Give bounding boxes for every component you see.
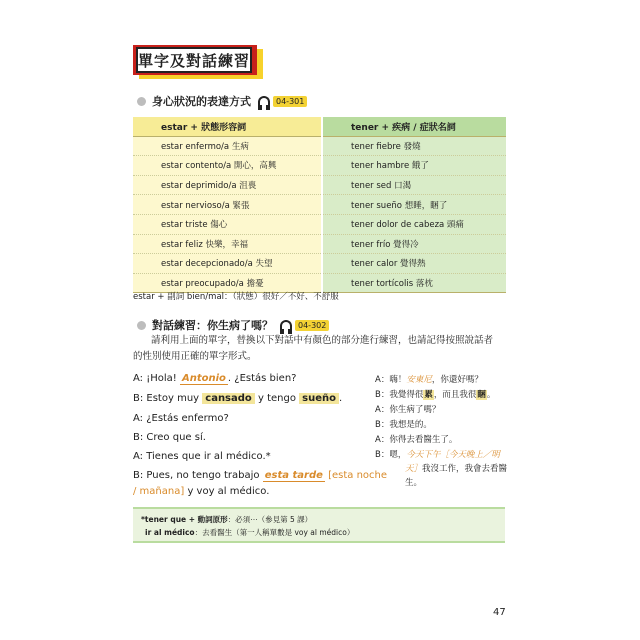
table-cell: tener frío 覺得冷 [322,234,506,254]
time-options: 天］ [405,464,423,474]
table-cell: estar decepcionado/a 失望 [133,254,322,274]
name-blank: Antonio [181,373,226,384]
bullet-dot-icon [137,97,146,106]
dialogue-line [133,470,387,482]
adverb-note: estar + 副詞 bien/mal：（狀態）很好／不好、不舒服 [133,292,339,302]
alternative-options: / mañana] [133,486,185,497]
grammar-explanation: ：去看醫生（第一人稱單數是 voy al médico） [194,528,355,537]
section-vocab-header [137,93,307,109]
section-dialogue-header [137,317,329,333]
bullet-dot-icon [137,321,146,330]
name-blank: 安東尼 [406,375,432,385]
grammar-note-line [141,526,497,539]
dialogue-text: B：嗯， [375,450,407,460]
dialogue-line [375,448,500,460]
page-title: 單字及對話練習 [136,47,252,73]
dialogue-text: 。 [486,390,496,400]
table-cell: estar preocupado/a 擔憂 [133,273,322,293]
audio-track-vocab[interactable] [258,96,307,107]
table-row [133,175,506,195]
dialogue-text: y tengo [257,393,296,404]
dialogue-line: B: Creo que sí. [133,432,206,443]
headphones-icon [258,96,270,107]
dialogue-line: B：我想是的。 [375,420,432,430]
grammar-term: ir al médico [145,528,195,537]
table-cell: tener sueño 想睡，睏了 [322,195,506,215]
audio-track-dialogue[interactable] [280,320,329,331]
table-row [133,254,506,274]
title-banner [133,45,257,75]
section-dialogue-label: 對話練習：你生病了嗎？ [152,319,273,332]
dialogue-line: 生。 [405,478,423,488]
dialogue-text: y voy al médico. [187,486,270,497]
instruction-line: 的性別使用正確的單字形式。 [133,351,257,362]
alternative-options: [esta noche [328,470,388,481]
dialogue-text: ，你還好嗎？ [431,375,483,385]
dialogue-line [133,486,269,497]
table-row [133,214,506,234]
header-tener: tener + 疾病 / 症狀名詞 [322,117,506,136]
table-cell: estar nervioso/a 緊張 [133,195,322,215]
dialogue-line: A: ¿Estás enfermo? [133,413,229,424]
dialogue-text: A: ¡Hola! [133,373,177,384]
dialogue-line: A：你得去看醫生了。 [375,435,458,445]
grammar-note [133,507,505,543]
dialogue-text: . ¿Estás bien? [227,373,297,384]
table-cell: estar deprimido/a 沮喪 [133,175,322,195]
highlight-word: sueño [299,393,339,404]
dialogue-text: A：嗨！ [375,375,407,385]
highlight-word: cansado [202,393,255,404]
instruction-paragraph [133,333,508,365]
table-row [133,156,506,176]
dialogue-text: . [339,393,343,404]
table-cell: tener tortícolis 落枕 [322,273,506,293]
table-row [133,136,506,156]
table-cell: tener hambre 餓了 [322,156,506,176]
dialogue-text: B: Pues, no tengo trabajo [133,470,260,481]
table-cell: tener fiebre 發燒 [322,136,506,156]
dialogue-line [375,373,483,385]
instruction-line: 請利用上面的單字，替換以下對話中有顏色的部分進行練習，也請記得按照說話者 [151,335,494,346]
highlight-word: 累 [424,390,433,400]
table-cell: estar enfermo/a 生病 [133,136,322,156]
table-cell: estar feliz 快樂，幸福 [133,234,322,254]
time-blank: esta tarde [264,470,323,481]
table-cell: tener calor 覺得熱 [322,254,506,274]
headphones-icon [280,320,292,331]
time-options: 今天下午［今天晚上／明 [406,450,500,460]
table-cell: tener sed 口渴 [322,175,506,195]
dialogue-text: B：我覺得很 [375,390,424,400]
track-number: 04-302 [295,320,329,331]
table-cell: estar contento/a 開心，高興 [133,156,322,176]
header-estar: estar + 狀態形容詞 [133,117,322,136]
grammar-note-line [141,513,497,526]
dialogue-line: A：你生病了嗎？ [375,405,441,415]
grammar-term: *tener que + 動詞原形 [141,515,228,524]
highlight-word: 睏 [477,390,486,400]
track-number: 04-301 [273,96,307,107]
dialogue-line [133,373,296,385]
dialogue-line [375,388,495,400]
dialogue-line [133,393,342,404]
table-cell: estar triste 傷心 [133,214,322,234]
table-row [133,195,506,215]
table-row [133,234,506,254]
page-number: 47 [493,607,506,618]
grammar-explanation: ：必須⋯（參見第 5 課） [227,515,313,524]
dialogue-text: B: Estoy muy [133,393,200,404]
dialogue-line: A: Tienes que ir al médico.* [133,451,271,462]
table-header-row [133,117,506,136]
dialogue-text: 我沒工作，我會去看醫 [422,464,508,474]
section-vocab-label: 身心狀況的表達方式 [152,95,251,108]
table-cell: tener dolor de cabeza 頭痛 [322,214,506,234]
dialogue-text: ，而且我很 [433,390,477,400]
vocab-table [133,117,506,293]
dialogue-line [405,462,507,474]
